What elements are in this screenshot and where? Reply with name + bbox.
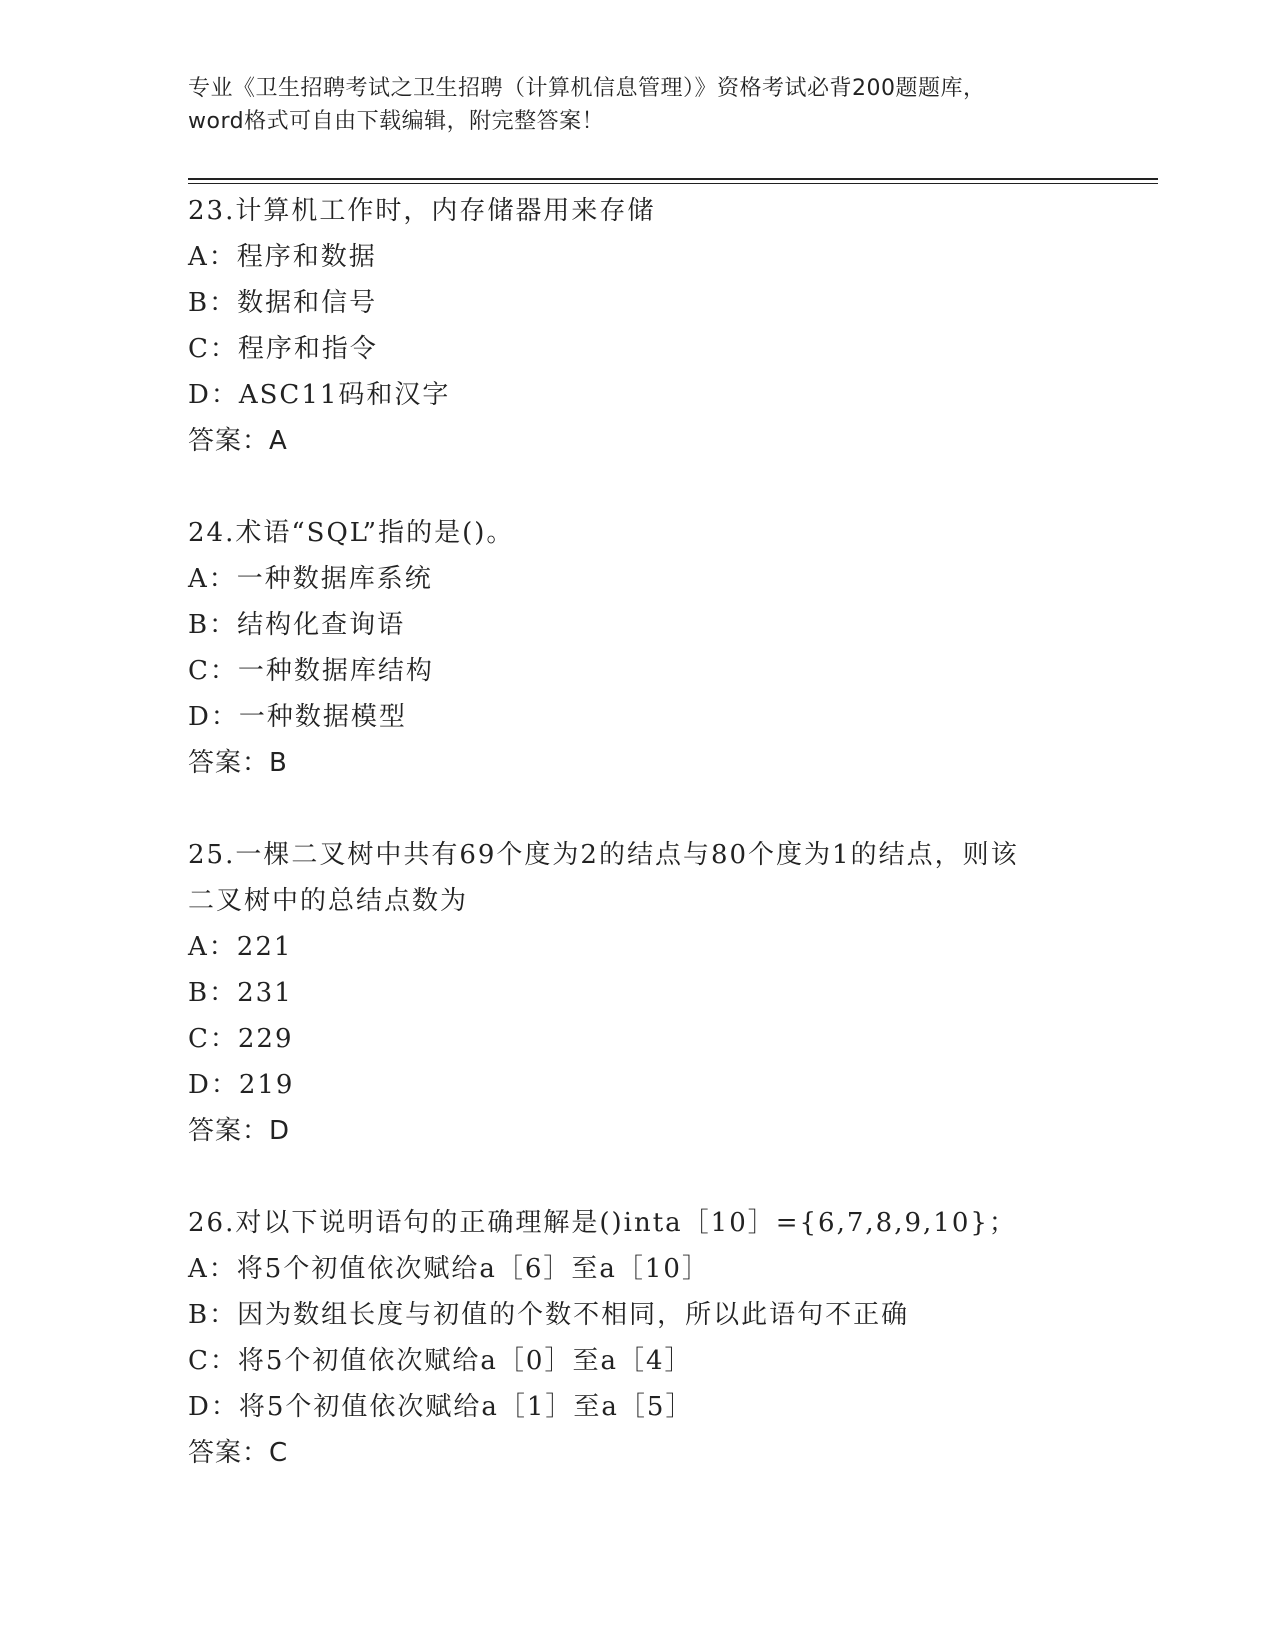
header-line-2: word格式可自由下载编辑，附完整答案！: [188, 109, 605, 134]
question-list: [188, 188, 1088, 1522]
option-b: B：数据和信号: [188, 288, 378, 318]
header-divider-thin: [188, 183, 1158, 184]
option-a: A：一种数据库系统: [188, 564, 433, 594]
question-26: [188, 1200, 1088, 1476]
answer-line: 答案：A: [188, 426, 288, 456]
answer-line: 答案：D: [188, 1116, 291, 1146]
question-stem: 23.计算机工作时，内存储器用来存储: [188, 196, 656, 226]
answer-line: 答案：B: [188, 748, 288, 778]
question-stem: 24.术语“SQL”指的是()。: [188, 518, 515, 548]
question-23: [188, 188, 1088, 464]
option-d: D：ASC11码和汉字: [188, 380, 451, 410]
option-a: A：将5个初值依次赋给a［6］至a［10］: [188, 1254, 710, 1284]
option-b: B：结构化查询语: [188, 610, 406, 640]
option-c: C：一种数据库结构: [188, 656, 434, 686]
header-line-1: 专业《卫生招聘考试之卫生招聘（计算机信息管理）》资格考试必背200题题库，: [188, 76, 986, 101]
question-stem-continued: 二叉树中的总结点数为: [188, 886, 469, 916]
question-25: [188, 832, 1088, 1154]
option-c: C：程序和指令: [188, 334, 378, 364]
option-b: B：231: [188, 978, 293, 1008]
answer-line: 答案：C: [188, 1438, 289, 1468]
option-c: C：229: [188, 1024, 294, 1054]
option-b: B：因为数组长度与初值的个数不相同，所以此语句不正确: [188, 1300, 910, 1330]
option-a: A：221: [188, 932, 293, 962]
option-c: C：将5个初值依次赋给a［0］至a［4］: [188, 1346, 693, 1376]
option-d: D：219: [188, 1070, 295, 1100]
question-stem: 25.一棵二叉树中共有69个度为2的结点与80个度为1的结点，则该: [188, 840, 1019, 870]
option-a: A：程序和数据: [188, 242, 377, 272]
option-d: D：将5个初值依次赋给a［1］至a［5］: [188, 1392, 694, 1422]
document-header: [188, 72, 1088, 138]
question-stem: 26.对以下说明语句的正确理解是()inta［10］={6,7,8,9,10}；: [188, 1208, 1017, 1238]
header-divider-thick: [188, 178, 1158, 180]
question-24: [188, 510, 1088, 786]
option-d: D：一种数据模型: [188, 702, 407, 732]
